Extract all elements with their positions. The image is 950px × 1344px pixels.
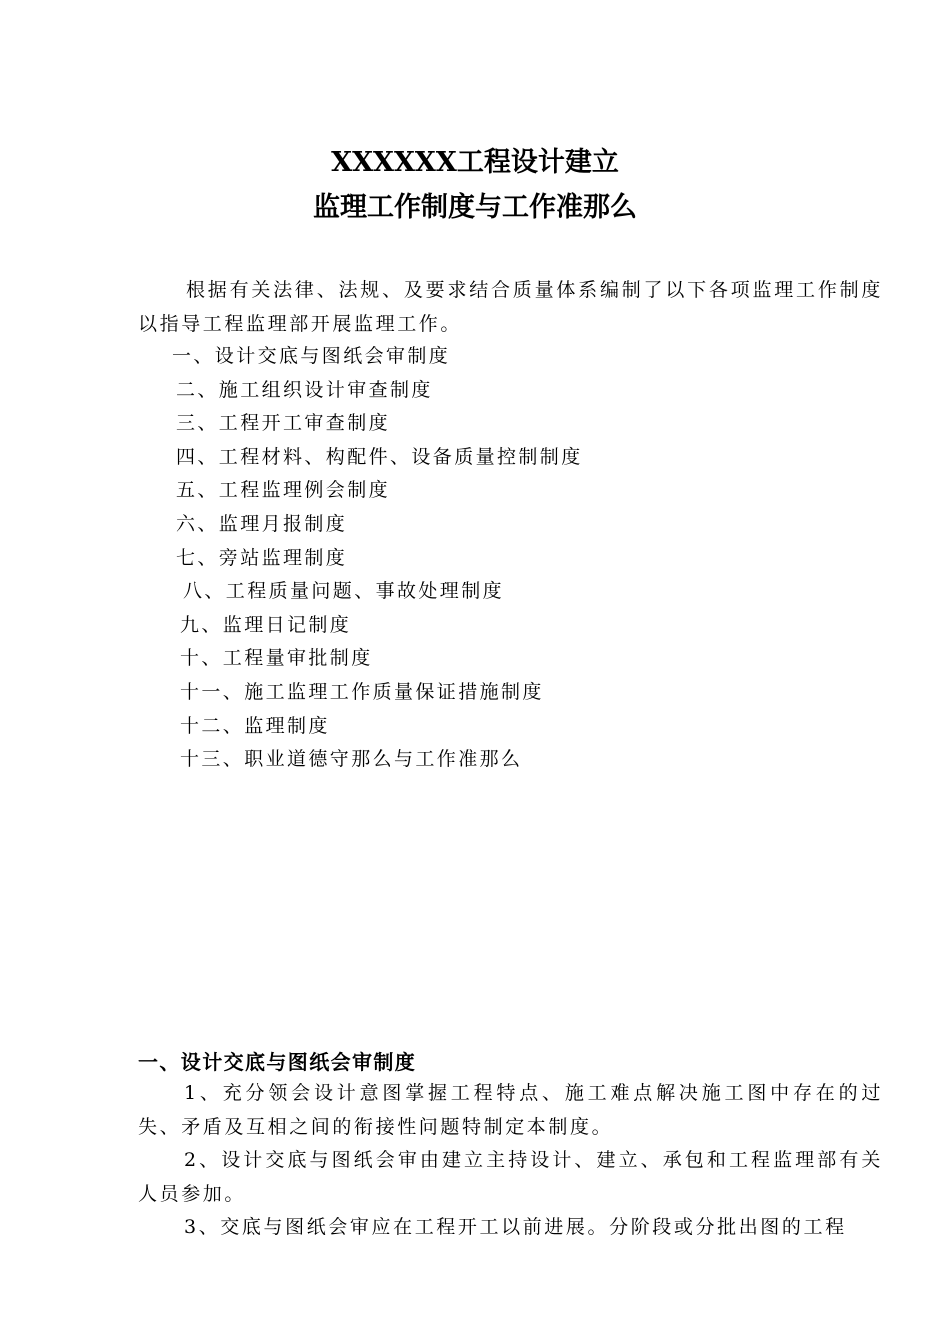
section-heading: 一、设计交底与图纸会审制度 [138,1050,417,1074]
toc-item-13: 十三、职业道德守那么与工作准那么 [180,748,523,770]
toc-item-1: 一、设计交底与图纸会审制度 [172,345,451,367]
toc-item-10: 十、工程量审批制度 [180,647,373,669]
toc-item-5: 五、工程监理例会制度 [176,479,391,501]
section-paragraph-3: 3、交底与图纸会审应在工程开工以前进展。分阶段或分批出图的工程 [184,1216,847,1238]
toc-item-9: 九、监理日记制度 [180,614,352,636]
toc-item-12: 十二、监理制度 [180,715,330,737]
document-title-line1: XXXXXX工程设计建立 [331,147,619,178]
toc-item-8: 八、工程质量问题、事故处理制度 [183,580,505,602]
toc-item-7: 七、旁站监理制度 [176,547,348,569]
toc-item-6: 六、监理月报制度 [176,513,348,535]
toc-item-4: 四、工程材料、构配件、设备质量控制制度 [176,446,583,468]
toc-item-3: 三、工程开工审查制度 [176,412,391,434]
section-paragraph-2: 2、设计交底与图纸会审由建立主持设计、建立、承包和工程监理部有关人员参加。 [138,1149,883,1205]
document-title-line2: 监理工作制度与工作准那么 [313,192,637,223]
toc-item-2: 二、施工组织设计审查制度 [176,379,433,401]
toc-item-11: 十一、施工监理工作质量保证措施制度 [180,681,544,703]
intro-paragraph: 根据有关法律、法规、及要求结合质量体系编制了以下各项监理工作制度以指导工程监理部开展监理工作。 [138,279,883,335]
section-paragraph-1: 1、充分领会设计意图掌握工程特点、施工难点解决施工图中存在的过失、矛盾及互相之间的衔接性问题特制定本制度。 [138,1082,883,1138]
